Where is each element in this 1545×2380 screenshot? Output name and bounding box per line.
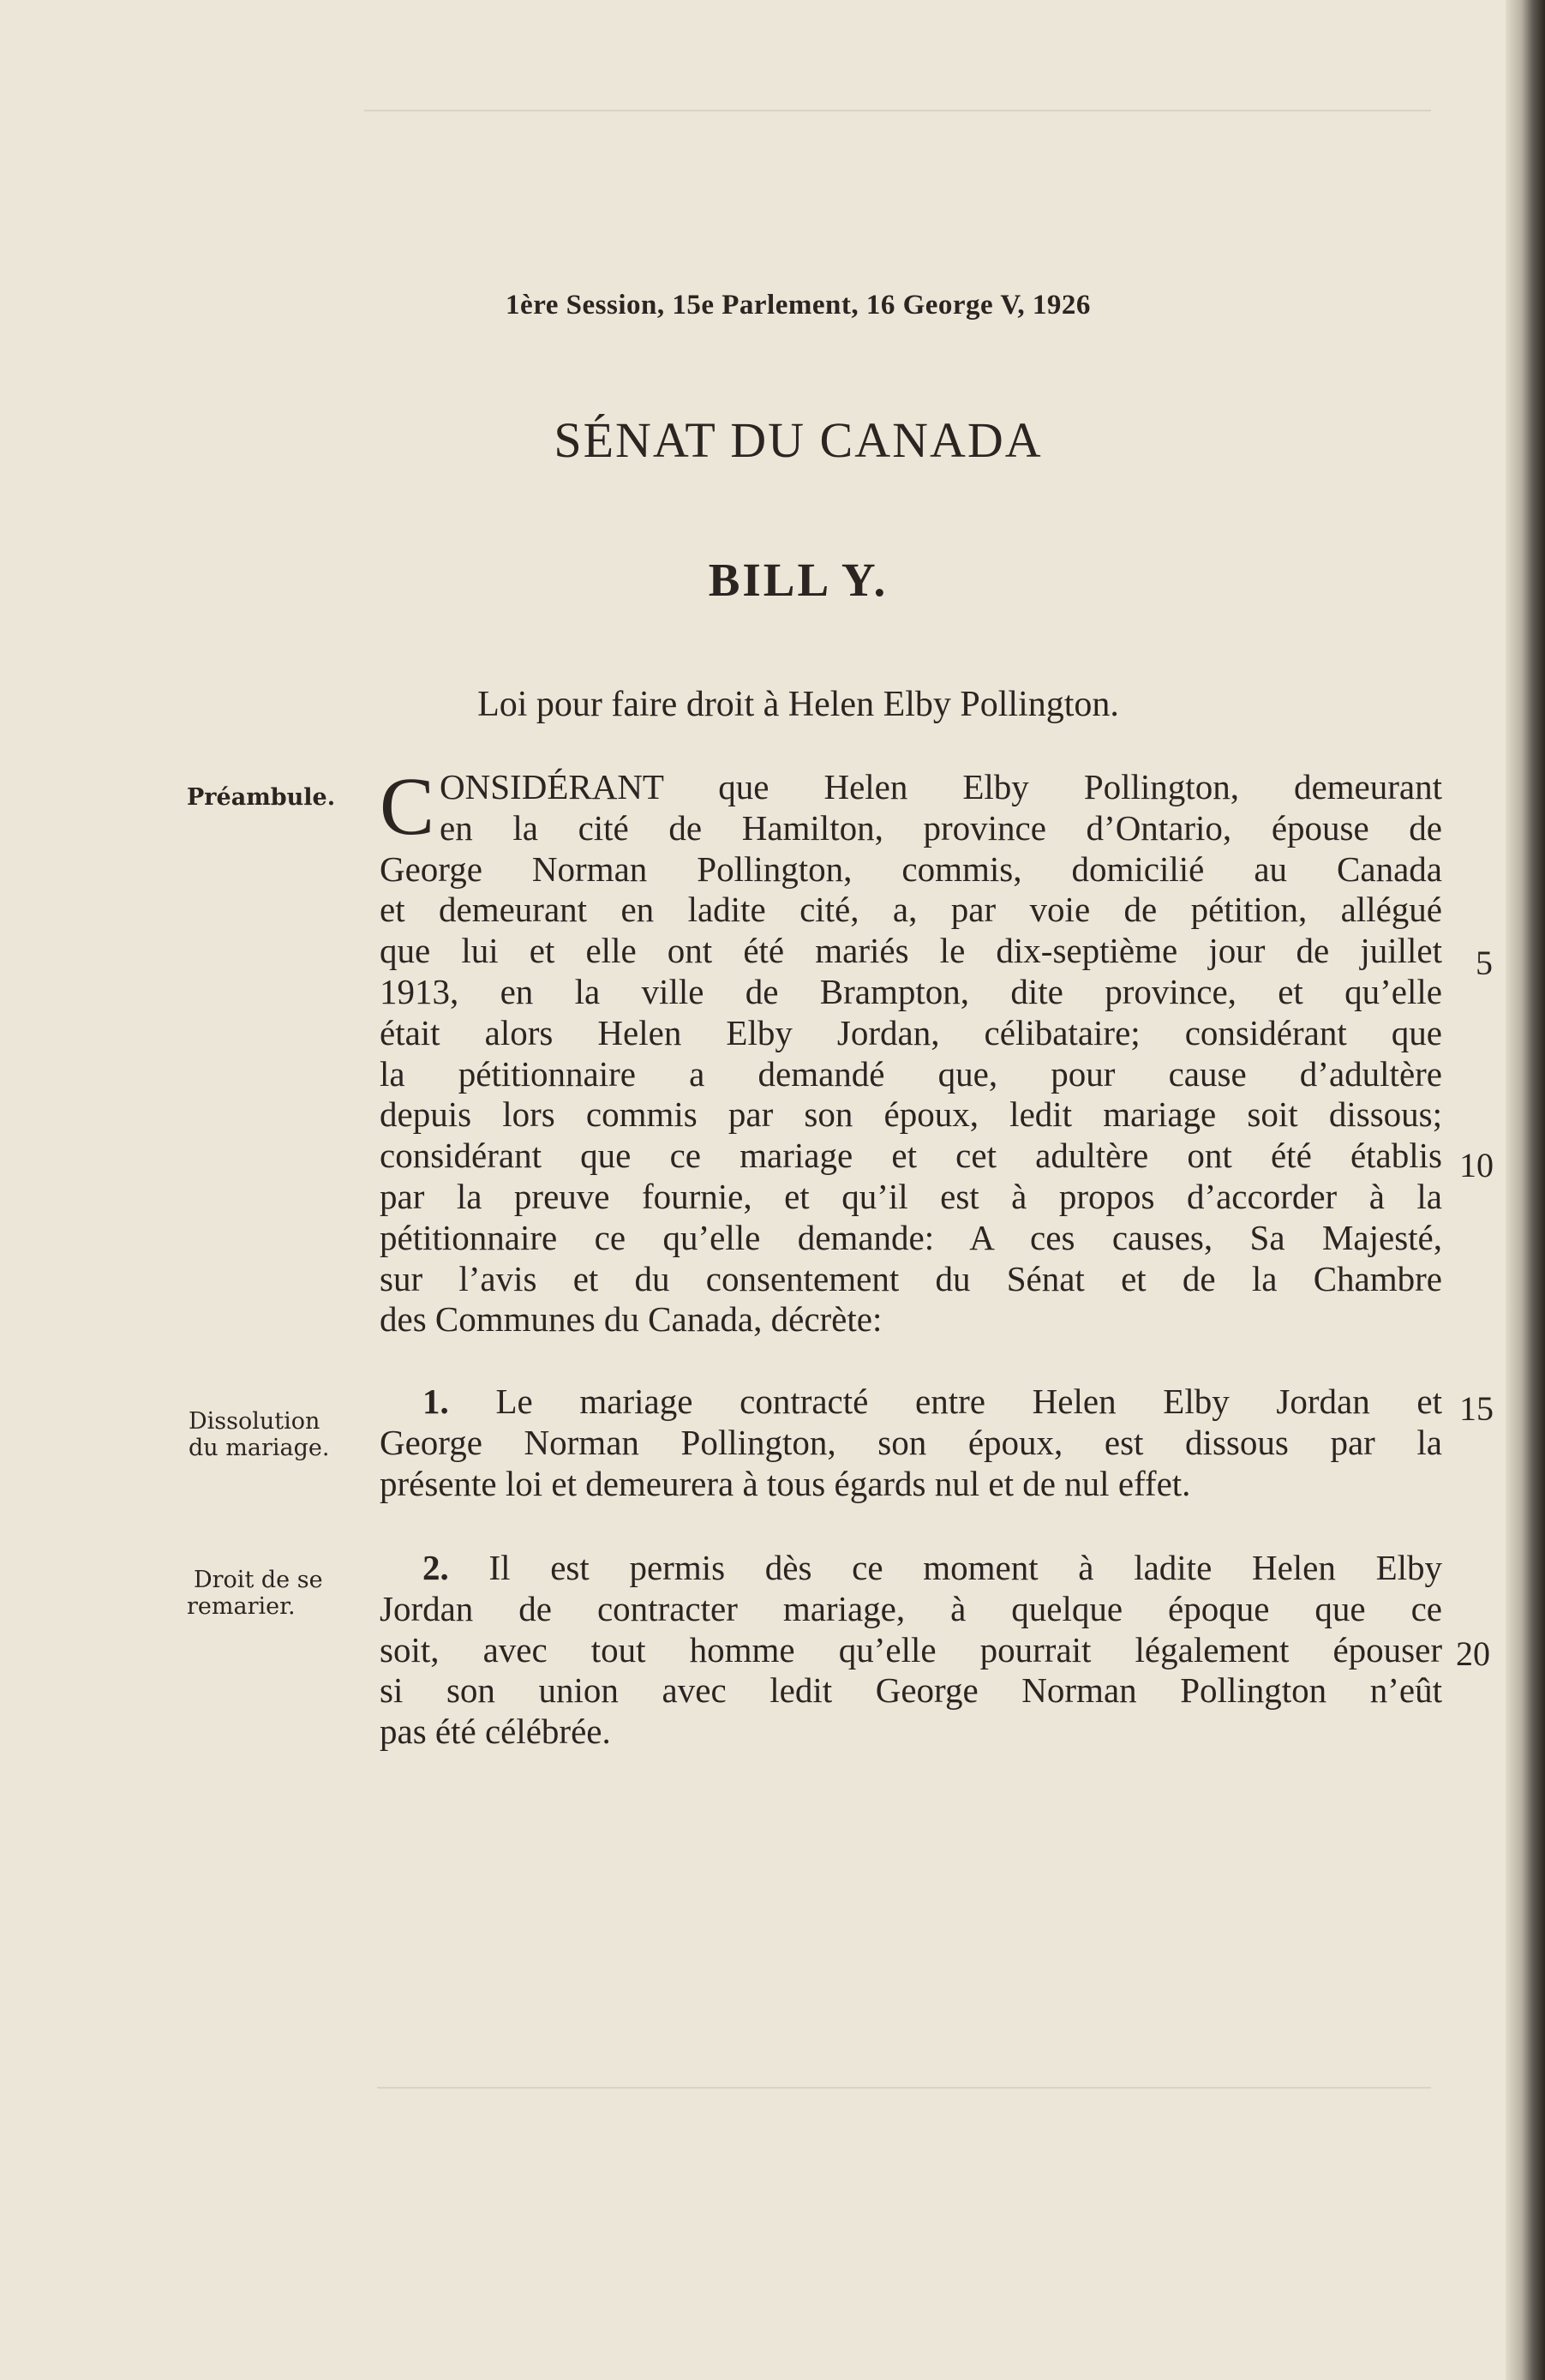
preamble-line: depuis lors commis par son époux, ledit mariage soit dissous; (380, 1094, 1442, 1135)
margin-note-remarry-line1: Droit de se (194, 1567, 323, 1593)
preamble-line: pétitionnaire ce qu’elle demande: A ces causes, Sa Majesté, (380, 1217, 1442, 1257)
section-1-line: présente loi et demeurera à tous égards nul et de nul effet. (380, 1463, 1191, 1503)
section-1-text: Le mariage contracté entre Helen Elby Jordan et (495, 1382, 1442, 1421)
margin-note-dissolution-line2: du mariage. (189, 1435, 330, 1461)
line-number-10: 10 (1459, 1146, 1494, 1184)
bill-title: BILL Y. (708, 554, 889, 606)
preamble-line: en la cité de Hamilton, province d’Ontario, épouse de (440, 807, 1442, 848)
preamble-line: considérant que ce mariage et cet adultère ont été établis (380, 1136, 1442, 1176)
section-1-line (380, 1382, 1442, 1423)
preamble-line: que lui et elle ont été mariés le dix-septième jour de juillet (380, 931, 1442, 971)
drop-cap: C (380, 760, 435, 852)
section-1 (380, 1382, 1442, 1504)
margin-note-preamble: Préambule. (187, 784, 336, 811)
bottom-rule (377, 2087, 1431, 2089)
section-1-line: George Norman Pollington, son époux, est dissous par la (380, 1422, 1442, 1462)
preamble-line: George Norman Pollington, commis, domicilié au Canada (380, 848, 1442, 889)
line-number-15: 15 (1459, 1389, 1494, 1428)
section-2-line: pas été célébrée. (380, 1712, 611, 1752)
margin-note-dissolution-line1: Dissolution (189, 1408, 320, 1435)
preamble-paragraph (380, 760, 1442, 1340)
line-number-5: 5 (1476, 944, 1493, 982)
session-line: 1ère Session, 15e Parlement, 16 George V, 1926 (506, 290, 1091, 321)
preamble-line: par la preuve fournie, et qu’il est à propos d’accorder à la (380, 1176, 1442, 1216)
preamble-line: ONSIDÉRANT que Helen Elby Pollington, demeurant (440, 767, 1442, 806)
section-2-line: Jordan de contracter mariage, à quelque époque que ce (380, 1588, 1442, 1628)
preamble-line: sur l’avis et du consentement du Sénat et de la Chambre (380, 1258, 1442, 1298)
section-2-number: 2. (422, 1548, 449, 1587)
preamble-line: la pétitionnaire a demandé que, pour cause d’adultère (380, 1053, 1442, 1094)
preamble-line: 1913, en la ville de Brampton, dite province, et qu’elle (380, 971, 1442, 1011)
margin-note-dissolution (189, 1408, 329, 1461)
section-2-line: si son union avec ledit George Norman Pollington n’eût (380, 1670, 1442, 1711)
section-2-text: Il est permis dès ce moment à ladite Helen Elby (488, 1548, 1443, 1587)
chamber-title: SÉNAT DU CANADA (554, 412, 1043, 468)
margin-note-remarry-line2: remarier. (187, 1593, 296, 1620)
section-2 (380, 1548, 1442, 1753)
section-2-line (380, 1548, 1442, 1589)
line-number-20: 20 (1456, 1634, 1490, 1673)
section-2-line: soit, avec tout homme qu’elle pourrait légalement épouser (380, 1629, 1442, 1670)
page-edge-shadow (1506, 0, 1545, 2380)
section-1-number: 1. (422, 1382, 449, 1421)
preamble-line: était alors Helen Elby Jordan, célibataire; considérant que (380, 1012, 1442, 1052)
preamble-line: et demeurant en ladite cité, a, par voie de pétition, allégué (380, 890, 1442, 930)
margin-note-remarry (187, 1567, 323, 1620)
preamble-line: des Communes du Canada, décrète: (380, 1299, 883, 1340)
bill-subtitle: Loi pour faire droit à Helen Elby Pollington. (477, 685, 1119, 724)
top-rule (364, 110, 1431, 111)
